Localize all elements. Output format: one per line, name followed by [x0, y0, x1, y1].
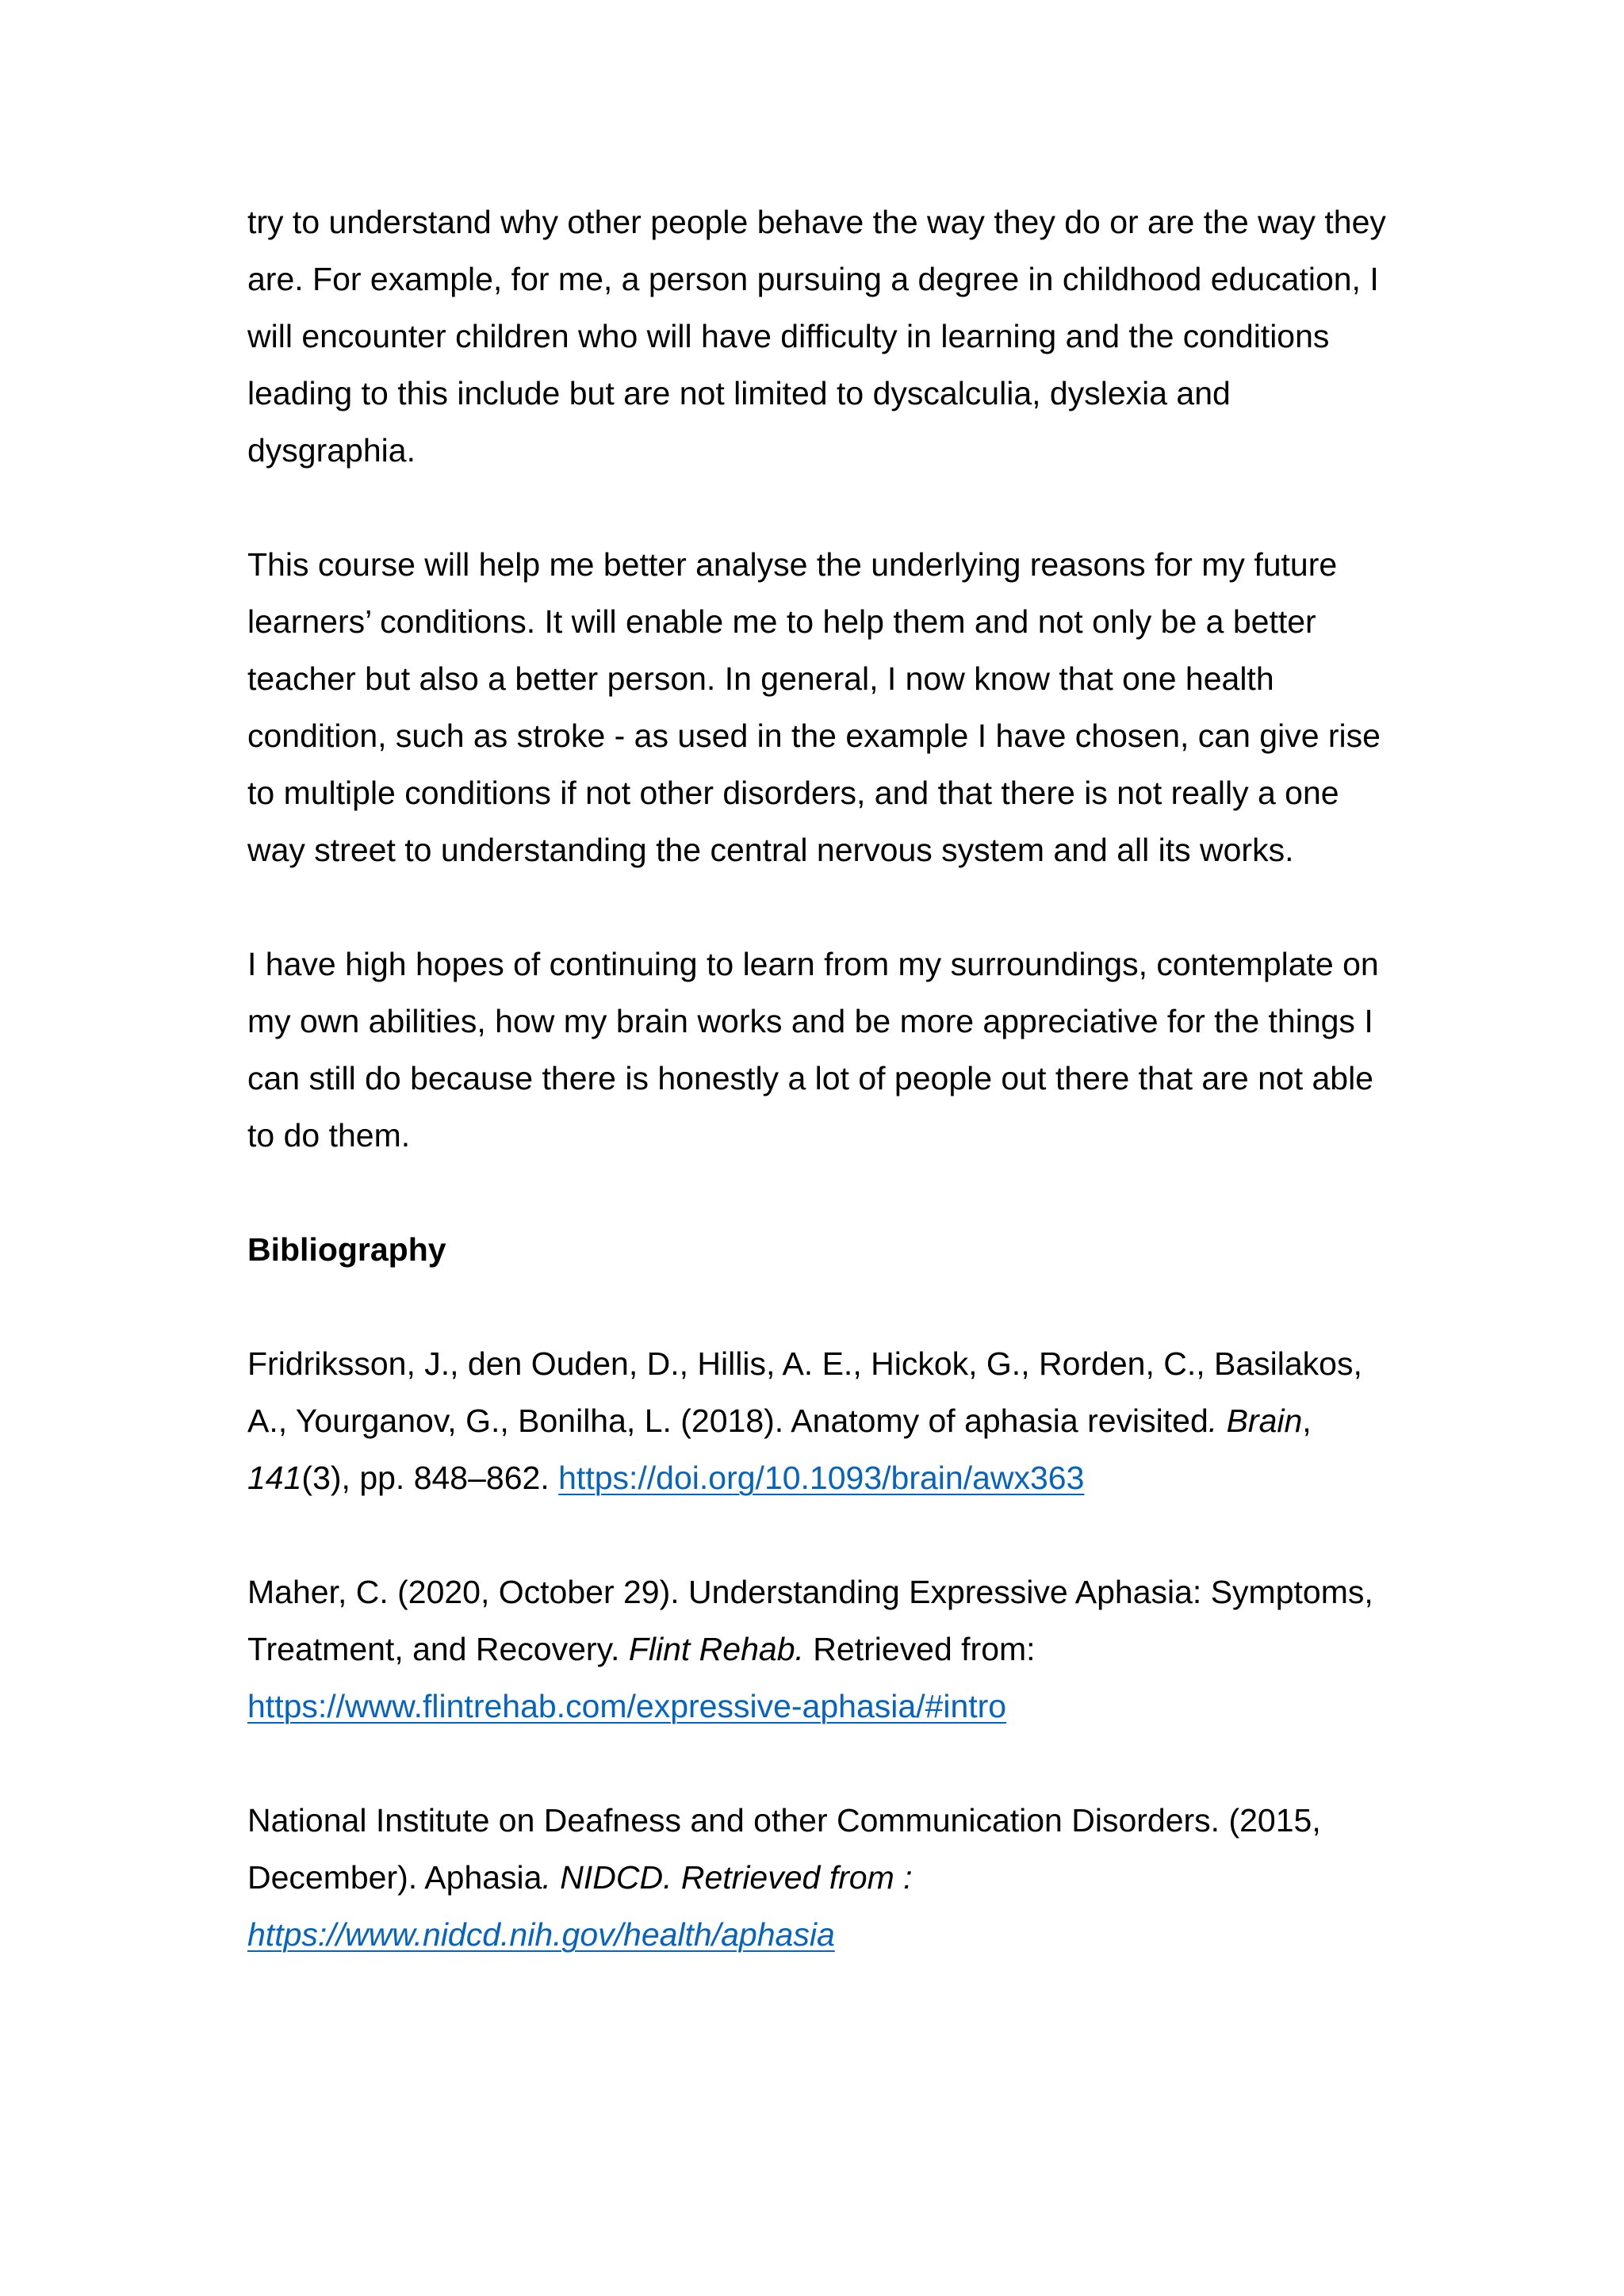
ref2-retrieved: Retrieved from:	[813, 1631, 1036, 1667]
ref1-authors: Fridriksson, J., den Ouden, D., Hillis, A. E., Hickok, G., Rorden, C., Basilakos, A., Yourganov, G., Bonilha, L. (2018). Anatomy of aphasia revisited	[247, 1345, 1362, 1439]
bibliography-entry-3	[247, 1792, 1405, 1963]
bibliography-entry-2	[247, 1563, 1405, 1735]
ref1-volume: 141	[247, 1460, 302, 1496]
ref2-source: Flint Rehab.	[628, 1631, 804, 1667]
ref3-source: . NIDCD. Retrieved from :	[542, 1859, 913, 1896]
body-paragraph-1: try to understand why other people behave the way they do or are the way they are. For example, for me, a person pursuing a degree in childhood education, I will encounter children who will have difficulty in learning and the conditions leading to this include but are not limited to dyscalculia, dyslexia and dysgraphia.	[247, 204, 1386, 469]
ref1-comma: ,	[1302, 1402, 1312, 1439]
body-paragraph-2: This course will help me better analyse the underlying reasons for my future learners’ conditions. It will enable me to help them and not only be a better teacher but also a better person. In general, I now know that one health condition, such as stroke - as used in the example I have chosen, can give rise to multiple conditions if not other disorders, and that there is not really a one way street to understanding the central nervous system and all its works.	[247, 546, 1381, 868]
ref1-journal: Brain	[1226, 1402, 1303, 1439]
ref1-doi-link[interactable]: https://doi.org/10.1093/brain/awx363	[558, 1460, 1085, 1496]
ref2-text: Maher, C. (2020, October 29). Understanding Expressive Aphasia: Symptoms, Treatment, and Recovery.	[247, 1574, 1373, 1667]
body-paragraph-3: I have high hopes of continuing to learn from my surroundings, contemplate on my own abilities, how my brain works and be more appreciative for the things I can still do because there is honestly a lot of people out there that are not able to do them.	[247, 946, 1379, 1154]
ref1-period: .	[1208, 1402, 1218, 1439]
ref3-text: National Institute on Deafness and other Communication Disorders. (2015, December). Aphasia	[247, 1802, 1321, 1896]
ref1-pages: (3), pp. 848–862.	[301, 1460, 550, 1496]
document-body	[247, 193, 1405, 2020]
bibliography-entry-1	[247, 1335, 1405, 1506]
ref3-url-link[interactable]: https://www.nidcd.nih.gov/health/aphasia	[247, 1916, 835, 1953]
ref2-url-link[interactable]: https://www.flintrehab.com/expressive-aphasia/#intro	[247, 1688, 1007, 1724]
bibliography-heading: Bibliography	[247, 1231, 446, 1268]
